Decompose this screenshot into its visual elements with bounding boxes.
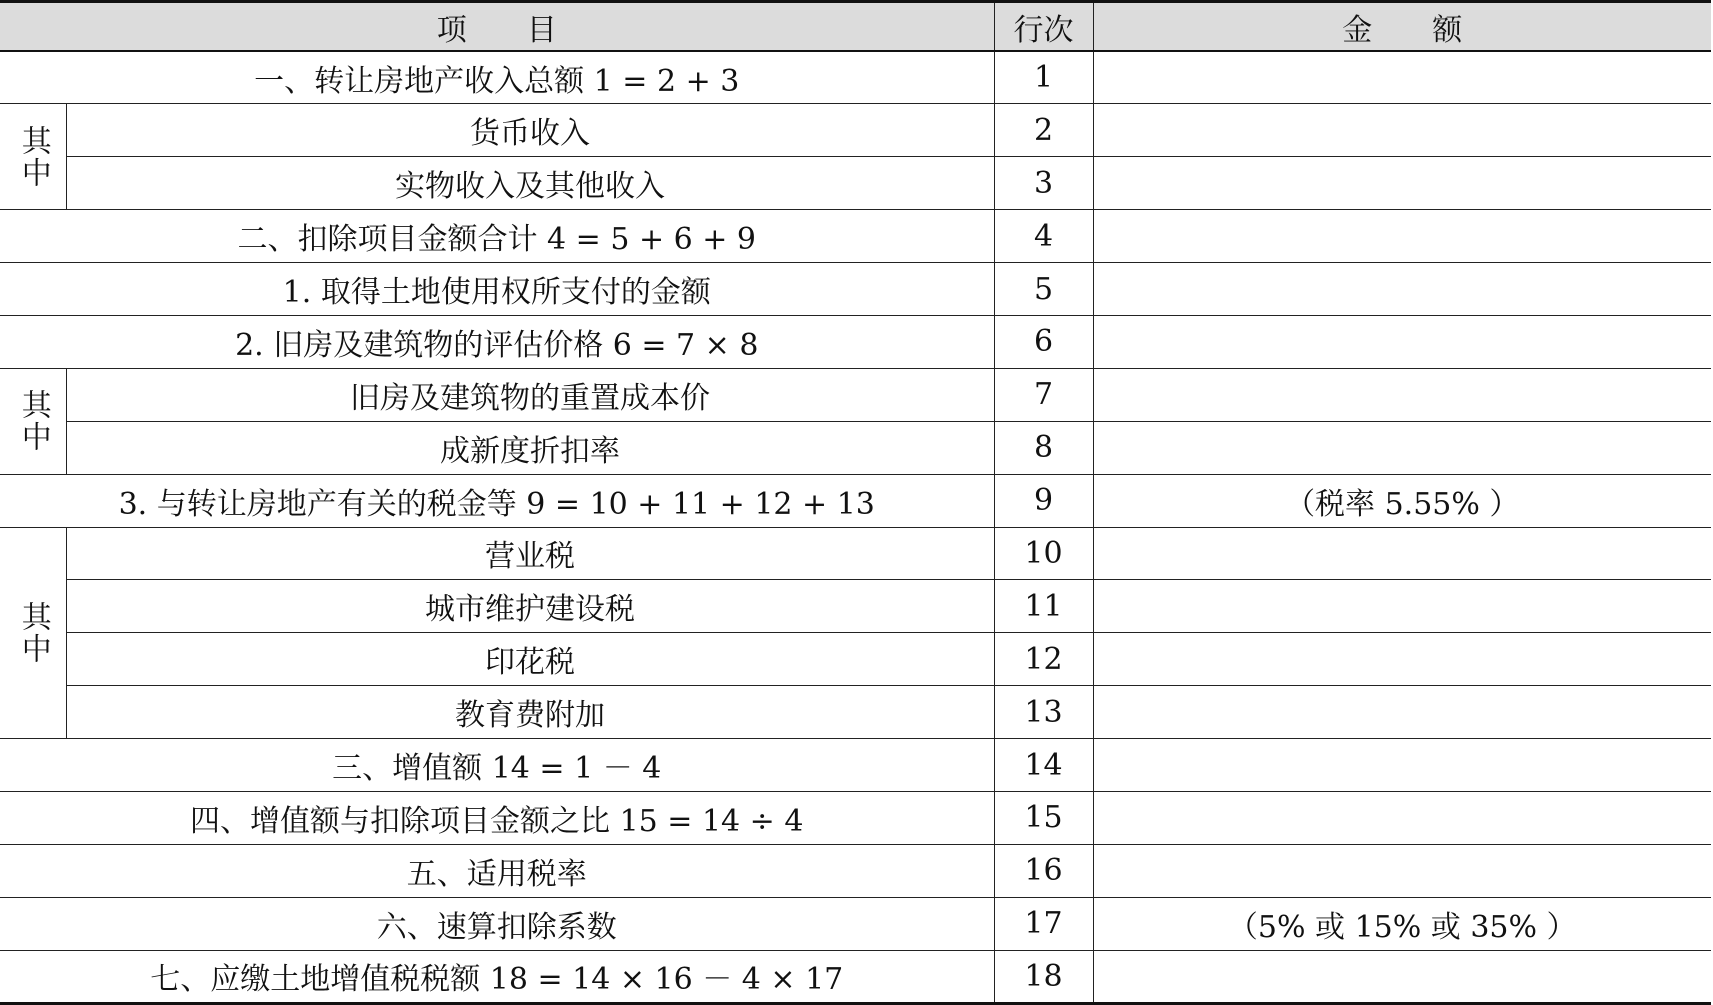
- row-amount: [1093, 368, 1711, 421]
- row-amount: [1093, 263, 1711, 316]
- row-amount: [1093, 527, 1711, 580]
- row-amount: [1093, 580, 1711, 633]
- table-row: [0, 844, 1711, 897]
- row-item: 二、扣除项目金额合计 4 = 5 + 6 + 9: [0, 210, 994, 263]
- row-item: 1. 取得土地使用权所支付的金额: [0, 263, 994, 316]
- table-row: [0, 633, 1711, 686]
- row-line-no: 5: [994, 263, 1093, 316]
- row-amount: [1093, 844, 1711, 897]
- row-line-no: 10: [994, 527, 1093, 580]
- row-line-no: 9: [994, 474, 1093, 527]
- row-line-no: 1: [994, 51, 1093, 104]
- row-item: 实物收入及其他收入: [66, 157, 994, 210]
- table-row: [0, 897, 1711, 950]
- table-row: [0, 527, 1711, 580]
- row-item: 七、应缴土地增值税税额 18 = 14 × 16 － 4 × 17: [0, 950, 994, 1003]
- row-item: 2. 旧房及建筑物的评估价格 6 = 7 × 8: [0, 315, 994, 368]
- row-item: 3. 与转让房地产有关的税金等 9 = 10 + 11 + 12 + 13: [0, 474, 994, 527]
- row-line-no: 2: [994, 104, 1093, 157]
- row-item: 三、增值额 14 = 1 － 4: [0, 739, 994, 792]
- header-item: 项 目: [0, 2, 994, 52]
- table-row: [0, 263, 1711, 316]
- table-row: [0, 315, 1711, 368]
- header-line-no: 行次: [994, 2, 1093, 52]
- row-line-no: 15: [994, 791, 1093, 844]
- row-item: 货币收入: [66, 104, 994, 157]
- row-line-no: 13: [994, 686, 1093, 739]
- table-row: [0, 950, 1711, 1003]
- table-row: [0, 739, 1711, 792]
- table-row: [0, 368, 1711, 421]
- row-item: 成新度折扣率: [66, 421, 994, 474]
- row-amount: [1093, 51, 1711, 104]
- row-amount: （税率 5.55% ）: [1093, 474, 1711, 527]
- table-row: [0, 421, 1711, 474]
- row-line-no: 8: [994, 421, 1093, 474]
- row-item: 城市维护建设税: [66, 580, 994, 633]
- row-line-no: 16: [994, 844, 1093, 897]
- row-amount: [1093, 315, 1711, 368]
- row-amount: [1093, 739, 1711, 792]
- row-amount: （5% 或 15% 或 35% ）: [1093, 897, 1711, 950]
- row-item: 印花税: [66, 633, 994, 686]
- row-amount: [1093, 633, 1711, 686]
- table-row: [0, 104, 1711, 157]
- row-line-no: 17: [994, 897, 1093, 950]
- row-line-no: 18: [994, 950, 1093, 1003]
- row-line-no: 4: [994, 210, 1093, 263]
- row-item: 营业税: [66, 527, 994, 580]
- row-amount: [1093, 421, 1711, 474]
- row-line-no: 7: [994, 368, 1093, 421]
- row-amount: [1093, 791, 1711, 844]
- row-amount: [1093, 686, 1711, 739]
- table-row: [0, 157, 1711, 210]
- row-line-no: 11: [994, 580, 1093, 633]
- table-row: [0, 791, 1711, 844]
- row-amount: [1093, 157, 1711, 210]
- row-item: 旧房及建筑物的重置成本价: [66, 368, 994, 421]
- table-row: [0, 210, 1711, 263]
- row-line-no: 14: [994, 739, 1093, 792]
- group-label: 其中: [0, 527, 66, 739]
- row-item: 六、速算扣除系数: [0, 897, 994, 950]
- group-label: 其中: [0, 368, 66, 474]
- table-header-row: [0, 2, 1711, 52]
- row-item: 五、适用税率: [0, 844, 994, 897]
- row-line-no: 6: [994, 315, 1093, 368]
- header-amount: 金 额: [1093, 2, 1711, 52]
- row-item: 教育费附加: [66, 686, 994, 739]
- row-amount: [1093, 210, 1711, 263]
- group-label: 其中: [0, 104, 66, 210]
- row-line-no: 12: [994, 633, 1093, 686]
- row-line-no: 3: [994, 157, 1093, 210]
- row-amount: [1093, 104, 1711, 157]
- table-row: [0, 686, 1711, 739]
- row-amount: [1093, 950, 1711, 1003]
- table-row: [0, 580, 1711, 633]
- table-row: [0, 474, 1711, 527]
- table-row: [0, 51, 1711, 104]
- row-item: 一、转让房地产收入总额 1 = 2 + 3: [0, 51, 994, 104]
- row-item: 四、增值额与扣除项目金额之比 15 = 14 ÷ 4: [0, 791, 994, 844]
